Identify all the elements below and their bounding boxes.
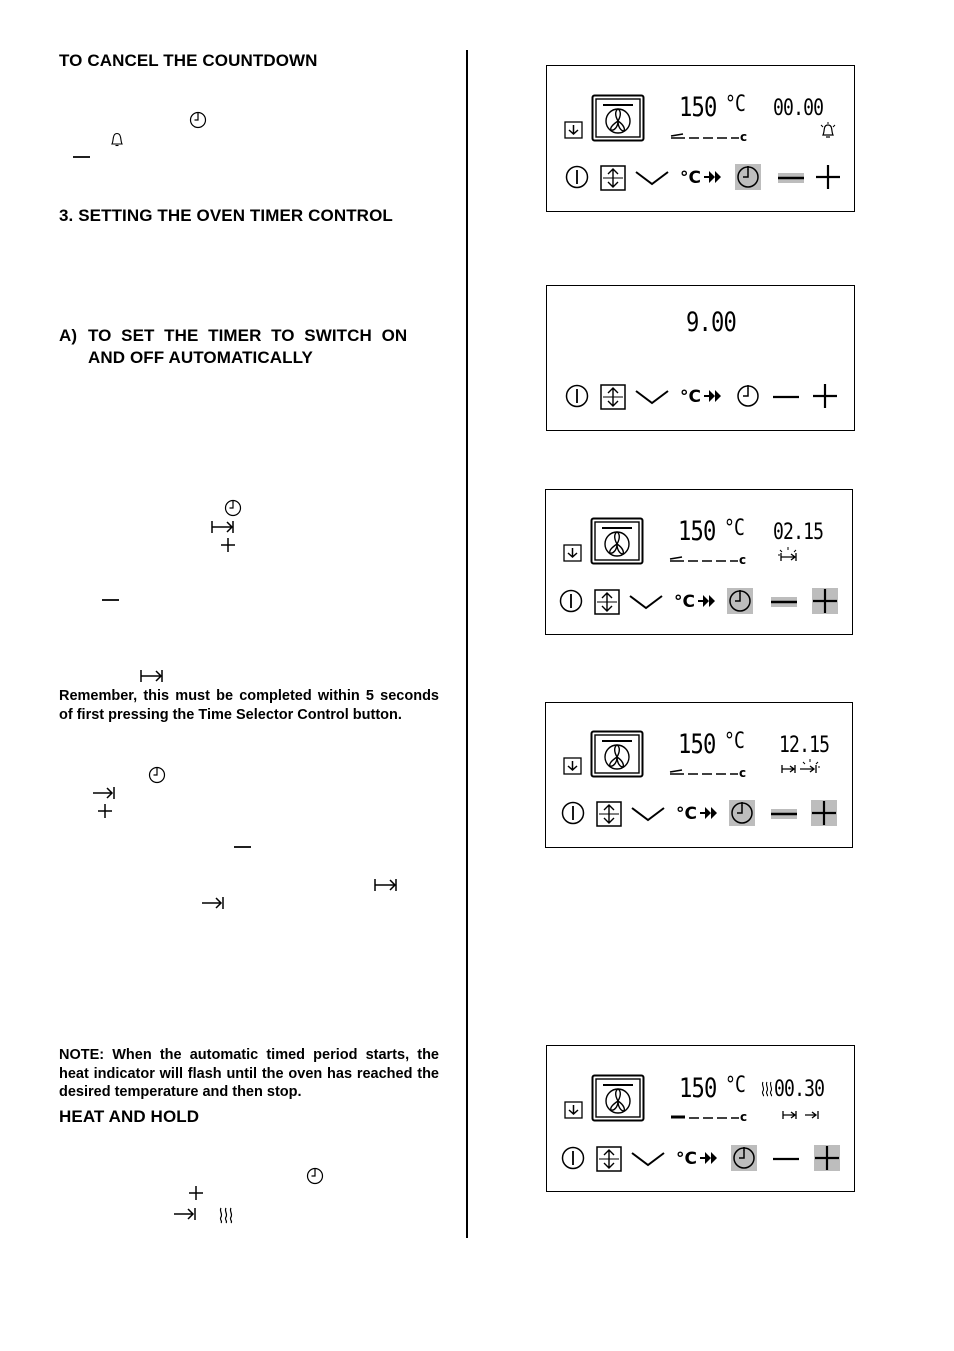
- cook-time-icon: [780, 762, 798, 776]
- clock-icon[interactable]: [727, 588, 753, 614]
- heat-level-bar: [668, 551, 750, 565]
- degree-unit: °C: [724, 516, 745, 541]
- heat-hold-icon: [217, 1206, 235, 1224]
- fast-heat-icon[interactable]: [674, 590, 718, 612]
- clock-icon[interactable]: [735, 164, 761, 190]
- fan-oven-icon: [590, 730, 644, 778]
- time-readout: 9.00: [686, 307, 737, 338]
- clock-icon: [224, 499, 242, 517]
- svg-text:°C: °C: [680, 168, 701, 188]
- degree-unit: °C: [725, 1073, 746, 1098]
- selector-arrows-icon[interactable]: [596, 801, 622, 827]
- selector-arrows-icon[interactable]: [594, 589, 620, 615]
- heat-hold-icon: [760, 1081, 774, 1097]
- clock-icon: [189, 111, 207, 129]
- temperature-readout: 150: [678, 516, 716, 547]
- display-panel-5: [546, 1045, 855, 1192]
- control-row: [561, 799, 846, 831]
- fast-heat-icon[interactable]: [680, 166, 724, 188]
- clock-icon: [148, 766, 166, 784]
- temperature-readout: 150: [679, 92, 717, 123]
- svg-text:c: c: [740, 1110, 748, 1122]
- control-row: [561, 1144, 846, 1176]
- svg-text:°C: °C: [676, 804, 697, 824]
- heading-timer-control: 3. SETTING THE OVEN TIMER CONTROL: [59, 206, 393, 225]
- column-divider: [466, 50, 468, 1238]
- minus-icon: [234, 840, 252, 854]
- power-icon[interactable]: [561, 1146, 585, 1170]
- heading-a-line2: AND OFF AUTOMATICALLY: [88, 348, 313, 367]
- note-heat-indicator: NOTE: When the automatic timed period starts, the heat indicator will flash until the oven has reached the desired temperature and then stop.: [59, 1047, 439, 1100]
- power-icon[interactable]: [565, 165, 589, 189]
- plus-icon: [220, 537, 236, 553]
- end-time-icon: [201, 895, 225, 911]
- save-arrow-icon: [563, 544, 582, 562]
- plus-icon[interactable]: [811, 800, 837, 826]
- heading-a-line1: TO SET THE TIMER TO SWITCH ON: [88, 326, 408, 345]
- svg-text:°C: °C: [674, 592, 695, 612]
- end-time-icon: [173, 1206, 197, 1222]
- chevron-down-icon[interactable]: [635, 388, 669, 406]
- time-readout: 00.00: [773, 96, 824, 121]
- plus-icon[interactable]: [812, 383, 838, 409]
- display-panel-2: [546, 285, 855, 431]
- control-row: [565, 163, 850, 195]
- save-arrow-icon: [564, 121, 583, 139]
- minus-icon[interactable]: [773, 392, 799, 402]
- selector-arrows-icon[interactable]: [596, 1146, 622, 1172]
- plus-icon[interactable]: [812, 588, 838, 614]
- fast-heat-icon[interactable]: [676, 802, 720, 824]
- display-panel-4: [545, 702, 853, 848]
- plus-icon: [188, 1185, 204, 1201]
- control-row: [565, 382, 850, 414]
- save-arrow-icon: [564, 1101, 583, 1119]
- selector-arrows-icon[interactable]: [600, 165, 626, 191]
- end-time-icon: [803, 1108, 821, 1122]
- minus-icon[interactable]: [773, 1154, 799, 1164]
- cook-time-icon: [374, 877, 398, 893]
- temperature-readout: 150: [679, 1073, 717, 1104]
- fan-oven-icon: [591, 1074, 645, 1122]
- cook-time-icon: [211, 519, 235, 535]
- svg-text:°C: °C: [680, 387, 701, 407]
- degree-unit: °C: [724, 729, 745, 754]
- cook-time-icon: [777, 546, 801, 564]
- minus-icon[interactable]: [771, 809, 797, 819]
- chevron-down-icon[interactable]: [631, 805, 665, 823]
- minus-icon: [73, 150, 91, 164]
- fan-oven-icon: [590, 517, 644, 565]
- end-time-icon: [92, 785, 116, 801]
- clock-icon[interactable]: [731, 1145, 757, 1171]
- plus-icon: [97, 803, 113, 819]
- fan-oven-icon: [591, 94, 645, 142]
- end-time-icon: [798, 757, 822, 776]
- minus-icon[interactable]: [771, 597, 797, 607]
- bell-icon: [108, 131, 126, 149]
- power-icon[interactable]: [565, 384, 589, 408]
- svg-text:c: c: [739, 766, 747, 778]
- control-row: [559, 587, 844, 619]
- plus-icon[interactable]: [815, 164, 841, 190]
- fast-heat-icon[interactable]: [676, 1147, 720, 1169]
- heading-a-prefix: A): [59, 326, 78, 345]
- heading-cancel-countdown: TO CANCEL THE COUNTDOWN: [59, 51, 318, 70]
- cook-time-icon: [140, 668, 164, 684]
- clock-icon[interactable]: [729, 800, 755, 826]
- display-panel-1: [546, 65, 855, 212]
- chevron-down-icon[interactable]: [635, 169, 669, 187]
- save-arrow-icon: [563, 757, 582, 775]
- time-readout: 00.30: [774, 1077, 825, 1102]
- time-readout: 02.15: [773, 520, 824, 545]
- power-icon[interactable]: [559, 589, 583, 613]
- display-panel-3: [545, 489, 853, 635]
- clock-icon: [306, 1167, 324, 1185]
- power-icon[interactable]: [561, 801, 585, 825]
- temperature-readout: 150: [678, 729, 716, 760]
- minus-icon: [102, 593, 120, 607]
- heat-level-bar: [669, 1108, 751, 1122]
- svg-text:c: c: [740, 130, 748, 142]
- minus-icon[interactable]: [778, 173, 804, 183]
- clock-icon[interactable]: [735, 383, 761, 409]
- heat-level-bar: [668, 764, 750, 778]
- bell-icon: [820, 122, 836, 140]
- chevron-down-icon[interactable]: [631, 1150, 665, 1168]
- heat-level-bar: [669, 128, 751, 142]
- selector-arrows-icon[interactable]: [600, 384, 626, 410]
- heading-heat-and-hold: HEAT AND HOLD: [59, 1107, 200, 1126]
- degree-unit: °C: [725, 92, 746, 117]
- plus-icon[interactable]: [814, 1145, 840, 1171]
- cook-time-icon: [781, 1108, 799, 1122]
- fast-heat-icon[interactable]: [680, 385, 724, 407]
- svg-text:°C: °C: [676, 1149, 697, 1169]
- remember-note: Remember, this must be completed within 5 seconds of first pressing the Time Selector Control button.: [59, 688, 439, 723]
- svg-text:c: c: [739, 553, 747, 565]
- chevron-down-icon[interactable]: [629, 593, 663, 611]
- time-readout: 12.15: [779, 733, 830, 758]
